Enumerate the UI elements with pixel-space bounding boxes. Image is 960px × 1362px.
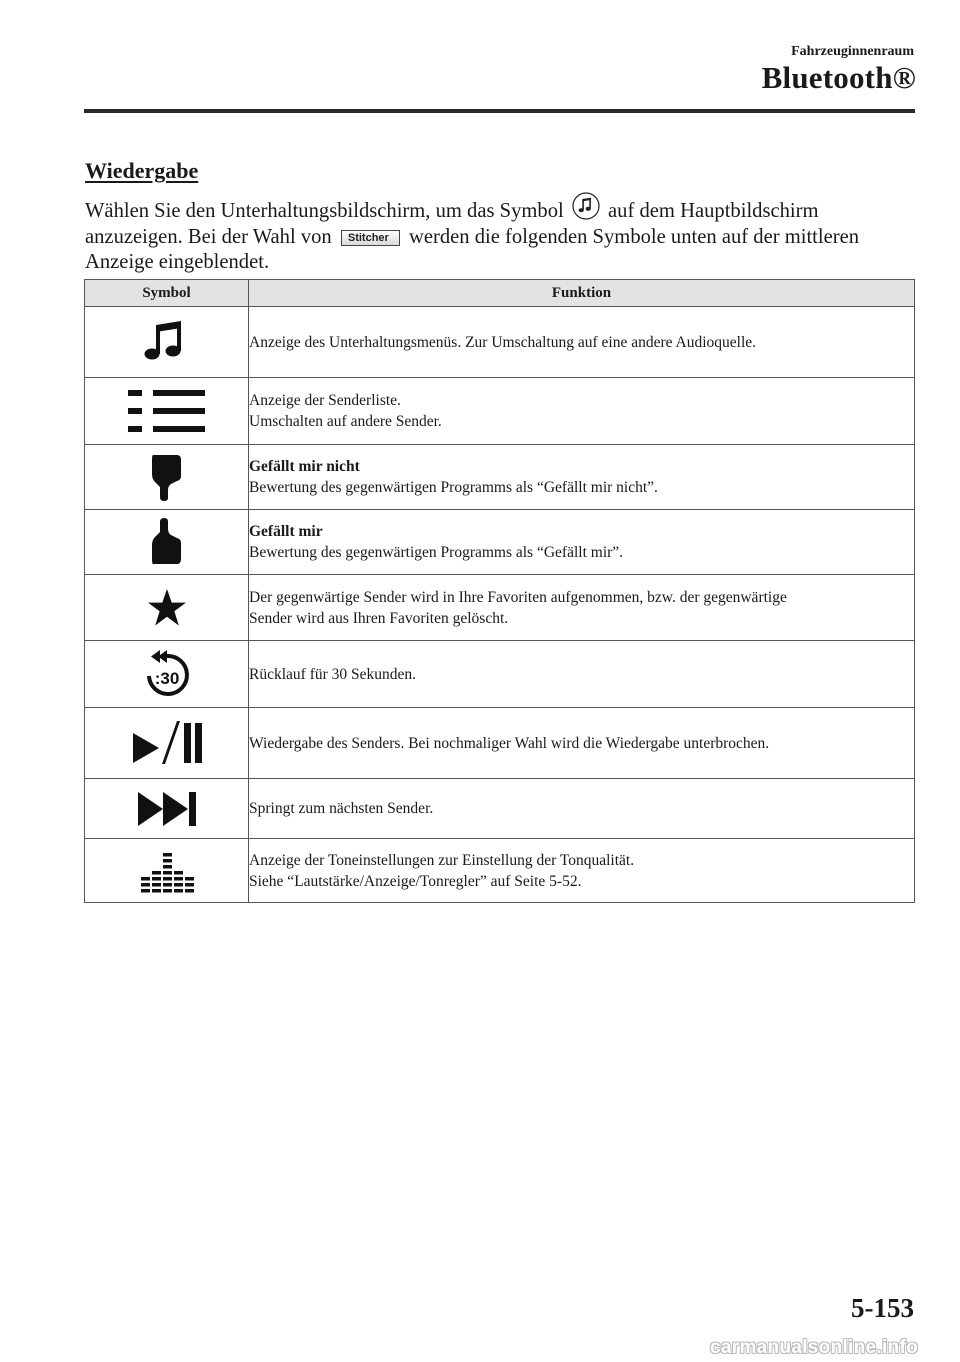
- stitcher-button[interactable]: Stitcher: [341, 230, 400, 246]
- symbol-table: [84, 279, 915, 903]
- rewind-30-label: :30: [154, 669, 179, 688]
- thumbs-down-icon: [149, 452, 185, 502]
- function-cell: [249, 779, 915, 839]
- equalizer-segment: [174, 883, 183, 887]
- intro-text-2: auf dem Hauptbildschirm anzuzeigen. Bei der Wahl von: [85, 200, 819, 248]
- symbol-cell: [85, 378, 249, 445]
- equalizer-segment: [185, 877, 194, 881]
- table-row: [85, 510, 915, 575]
- equalizer-segment: [163, 865, 172, 869]
- equalizer-segment: [163, 871, 172, 875]
- header-divider: [84, 109, 915, 113]
- equalizer-segment: [152, 883, 161, 887]
- function-column-header: Funktion: [249, 280, 915, 307]
- symbol-column-header: Symbol: [85, 280, 249, 307]
- symbol-cell: [85, 779, 249, 839]
- equalizer-icon: [139, 848, 195, 894]
- equalizer-segment: [163, 889, 172, 893]
- function-text: Anzeige der Senderliste.: [249, 392, 401, 409]
- function-cell: [249, 708, 915, 779]
- equalizer-segment: [163, 853, 172, 857]
- function-text: Bewertung des gegenwärtigen Programms als “Gefällt mir nicht”.: [249, 479, 658, 496]
- function-cell: [249, 839, 915, 903]
- function-text: Bewertung des gegenwärtigen Programms als “Gefällt mir”.: [249, 544, 624, 561]
- symbol-cell: [85, 575, 249, 641]
- equalizer-segment: [174, 871, 183, 875]
- intro-paragraph: [85, 192, 917, 276]
- equalizer-segment: [174, 877, 183, 881]
- play-pause-icon: [129, 719, 205, 767]
- function-text: Der gegenwärtige Sender wird in Ihre Favoriten aufgenommen, bzw. der gegenwärtige: [249, 588, 787, 606]
- star-icon: [147, 588, 187, 628]
- function-cell: [249, 378, 915, 445]
- table-row: [85, 307, 915, 378]
- section-label: Fahrzeuginnenraum: [791, 44, 914, 59]
- table-row: [85, 708, 915, 779]
- music-note-icon: [141, 321, 193, 363]
- intro-text-3: werden die folgenden Symbole unten auf der mittleren Anzeige eingeblendet.: [85, 225, 860, 273]
- list-icon: [127, 388, 207, 434]
- equalizer-segment: [185, 889, 194, 893]
- function-text: Wiedergabe des Senders. Bei nochmaliger Wahl wird die Wiedergabe unterbrochen.: [249, 734, 770, 752]
- function-title: Gefällt mir nicht: [249, 458, 360, 475]
- table-row: [85, 779, 915, 839]
- symbol-cell: [85, 445, 249, 510]
- function-cell: [249, 575, 915, 641]
- equalizer-segment: [152, 877, 161, 881]
- page-number: 5-153: [851, 1293, 914, 1323]
- section-heading: Wiedergabe: [85, 158, 199, 183]
- equalizer-segment: [141, 889, 150, 893]
- function-text: Sender wird aus Ihren Favoriten gelöscht.: [249, 609, 509, 627]
- function-text: Anzeige der Toneinstellungen zur Einstellung der Tonqualität.: [249, 851, 635, 869]
- function-cell: [249, 641, 915, 708]
- rewind-30-icon: [143, 650, 191, 698]
- equalizer-segment: [141, 877, 150, 881]
- intro-text-1: Wählen Sie den Unterhaltungsbildschirm, um das Symbol: [85, 200, 564, 222]
- function-cell: [249, 307, 915, 378]
- symbol-cell: [85, 839, 249, 903]
- symbol-cell: [85, 708, 249, 779]
- symbol-cell: [85, 307, 249, 378]
- equalizer-segment: [152, 871, 161, 875]
- function-text: Umschalten auf andere Sender.: [249, 413, 442, 430]
- equalizer-segment: [152, 889, 161, 893]
- skip-next-icon: [136, 790, 198, 828]
- function-cell: [249, 445, 915, 510]
- symbol-cell: [85, 510, 249, 575]
- page-title: Bluetooth®: [761, 60, 916, 95]
- equalizer-segment: [163, 859, 172, 863]
- thumbs-up-icon: [149, 517, 185, 567]
- equalizer-segment: [163, 883, 172, 887]
- table-row: [85, 378, 915, 445]
- equalizer-segment: [185, 883, 194, 887]
- function-title: Gefällt mir: [249, 523, 323, 540]
- table-row: [85, 575, 915, 641]
- table-header-row: [85, 280, 915, 307]
- function-text: Anzeige des Unterhaltungsmenüs. Zur Umschaltung auf eine andere Audioquelle.: [249, 333, 757, 351]
- function-text: Rücklauf für 30 Sekunden.: [249, 665, 417, 683]
- music-note-icon: [572, 192, 600, 220]
- watermark: carmanualsonline.info: [710, 1337, 918, 1358]
- function-cell: [249, 510, 915, 575]
- equalizer-segment: [174, 889, 183, 893]
- function-text: Siehe “Lautstärke/Anzeige/Tonregler” auf Seite 5-52.: [249, 872, 582, 890]
- table-row: [85, 445, 915, 510]
- equalizer-segment: [163, 877, 172, 881]
- function-text: Springt zum nächsten Sender.: [249, 800, 434, 817]
- table-row: [85, 839, 915, 903]
- symbol-cell: [85, 641, 249, 708]
- table-row: [85, 641, 915, 708]
- equalizer-segment: [141, 883, 150, 887]
